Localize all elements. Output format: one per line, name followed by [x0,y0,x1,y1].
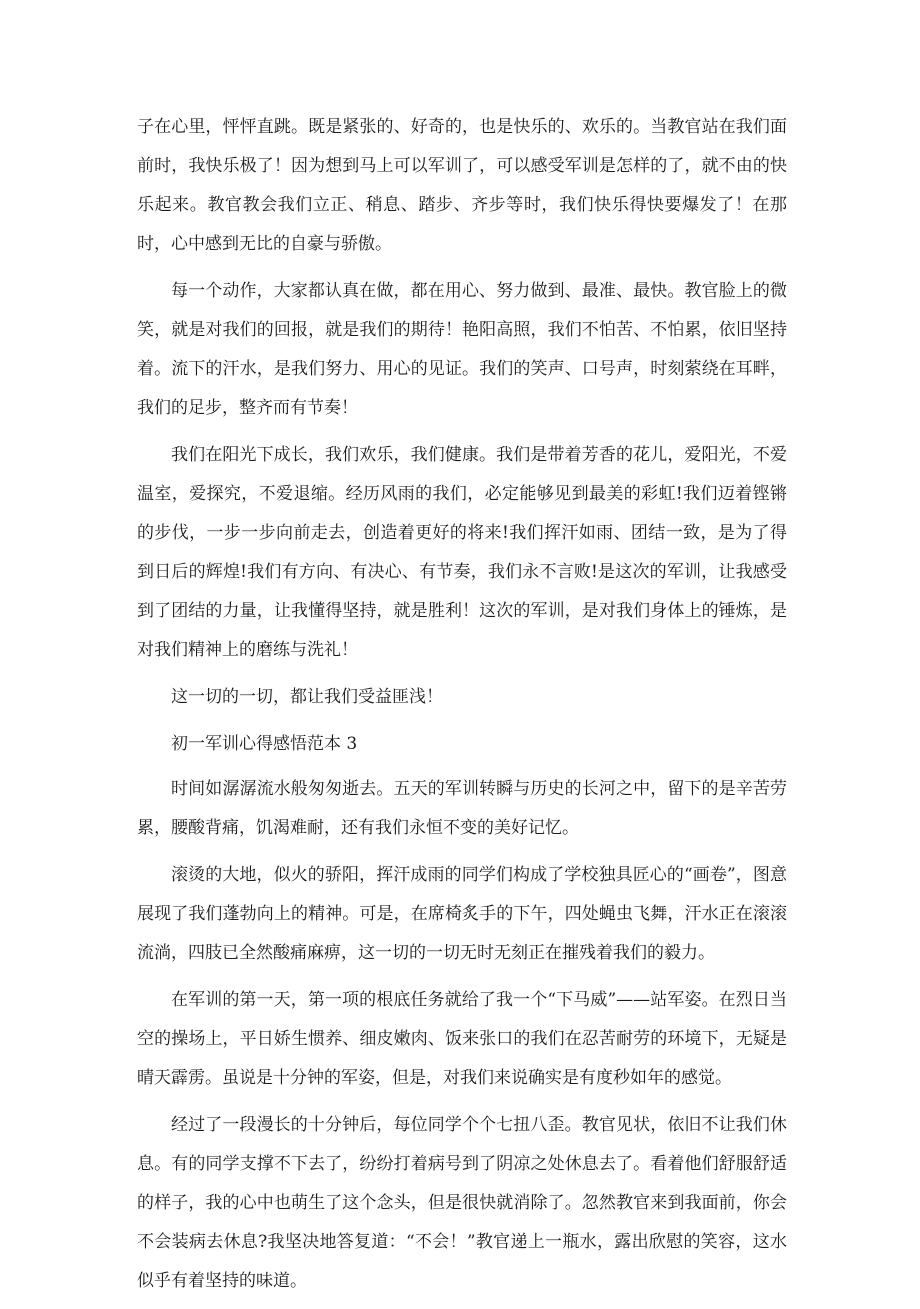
paragraph-6: 滚烫的大地，似火的骄阳，挥汗成雨的同学们构成了学校独具匠心的“画卷”，图意展现了我们蓬勃向上的精神。可是，在席椅炙手的下午，四处蝇虫飞舞，汗水正在滚滚流淌，四肢已全然酸痛麻痹，这一切的一切无时无刻正在摧残着我们的毅力。 [137,865,787,963]
paragraph-3: 我们在阳光下成长，我们欢乐，我们健康。我们是带着芳香的花儿，爱阳光，不爱温室，爱探究，不爱退缩。经历风雨的我们，必定能够见到最美的彩虹!我们迈着铿锵的步伐，一步一步向前走去，创造着更好的将来!我们挥汗如雨、团结一致，是为了得到日后的辉煌!我们有方向、有决心、有节奏，我们永不言败!是这次的军训，让我感受到了团结的力量，让我懂得坚持，就是胜利！这次的军训，是对我们身体上的锤炼，是对我们精神上的磨练与洗礼！ [137,445,787,660]
paragraph-1: 子在心里，怦怦直跳。既是紧张的、好奇的，也是快乐的、欢乐的。当教官站在我们面前时，我快乐极了！因为想到马上可以军训了，可以感受军训是怎样的了，就不由的快乐起来。教官教会我们立正、稍息、踏步、齐步等时，我们快乐得快要爆发了！在那时，心中感到无比的自豪与骄傲。 [137,117,787,254]
paragraph-5: 时间如潺潺流水般匆匆逝去。五天的军训转瞬与历史的长河之中，留下的是辛苦劳累，腰酸背痛，饥渴难耐，还有我们永恒不变的美好记忆。 [137,779,787,838]
paragraph-2: 每一个动作，大家都认真在做，都在用心、努力做到、最准、最快。教官脸上的微笑，就是对我们的回报，就是我们的期待！艳阳高照，我们不怕苦、不怕累，依旧坚持着。流下的汗水，是我们努力、用心的见证。我们的笑声、口号声，时刻萦绕在耳畔，我们的足步，整齐而有节奏！ [137,281,787,418]
paragraph-8: 经过了一段漫长的十分钟后，每位同学个个七扭八歪。教官见状，依旧不让我们休息。有的同学支撑不下去了，纷纷打着病号到了阴凉之处休息去了。看着他们舒服舒适的样子，我的心中也萌生了这个念头，但是很快就消除了。忽然教官来到我面前，你会不会装病去休息?我坚决地答复道：“不会！”教官递上一瓶水，露出欣慰的笑容，这水似乎有着坚持的味道。 [137,1115,787,1291]
section-heading: 初一军训心得感悟范本 3 [171,734,358,754]
document-body [137,108,787,1309]
paragraph-7: 在军训的第一天，第一项的根底任务就给了我一个“下马威”——站军姿。在烈日当空的操场上，平日娇生惯养、细皮嫩肉、饭来张口的我们在忍苦耐劳的环境下，无疑是晴天霹雳。虽说是十分钟的军姿，但是，对我们来说确实是有度秒如年的感觉。 [137,990,787,1088]
paragraph-4: 这一切的一切，都让我们受益匪浅！ [171,687,443,707]
